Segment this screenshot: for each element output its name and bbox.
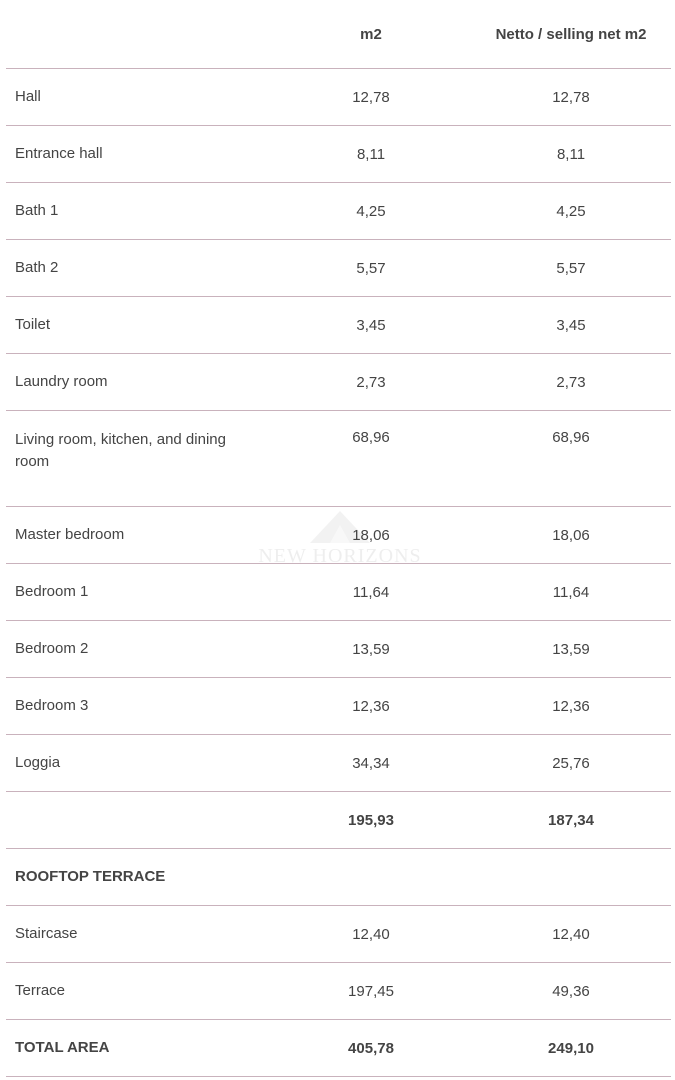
- room-m2: 13,59: [271, 621, 471, 678]
- room-m2: 5,57: [271, 240, 471, 297]
- room-name: Entrance hall: [6, 126, 271, 183]
- room-name: Toilet: [6, 297, 271, 354]
- subtotal-net-m2: 187,34: [471, 792, 671, 849]
- section-net-m2: [471, 849, 671, 906]
- subtotal-row: [6, 792, 671, 849]
- room-name: Bedroom 1: [6, 564, 271, 621]
- watermark-text: NEW HORIZONS: [258, 545, 422, 567]
- table-row: [6, 297, 671, 354]
- room-m2: 18,06: [271, 507, 471, 564]
- room-name: Bath 2: [6, 240, 271, 297]
- room-m2: 2,73: [271, 354, 471, 411]
- room-name: Bedroom 2: [6, 621, 271, 678]
- subtotal-label: [6, 792, 271, 849]
- table-row: [6, 126, 671, 183]
- table-row: [6, 906, 671, 963]
- room-name: Laundry room: [6, 354, 271, 411]
- room-m2: 197,45: [271, 963, 471, 1020]
- table-row: [6, 183, 671, 240]
- room-m2: 11,64: [271, 564, 471, 621]
- table-row: [6, 411, 671, 507]
- section-m2: [271, 849, 471, 906]
- total-net-m2: 249,10: [471, 1020, 671, 1077]
- room-m2: 12,36: [271, 678, 471, 735]
- total-label: TOTAL AREA: [6, 1020, 271, 1077]
- header-m2: m2: [271, 0, 471, 69]
- room-name: Bath 1: [6, 183, 271, 240]
- room-net-m2: 4,25: [471, 183, 671, 240]
- area-table: [6, 0, 671, 1077]
- room-net-m2: 49,36: [471, 963, 671, 1020]
- room-m2: 8,11: [271, 126, 471, 183]
- room-name: Bedroom 3: [6, 678, 271, 735]
- room-net-m2: 2,73: [471, 354, 671, 411]
- total-m2: 405,78: [271, 1020, 471, 1077]
- room-net-m2: 12,36: [471, 678, 671, 735]
- header-net-m2: Netto / selling net m2: [471, 0, 671, 69]
- room-net-m2: 3,45: [471, 297, 671, 354]
- room-net-m2: 5,57: [471, 240, 671, 297]
- room-net-m2: 13,59: [471, 621, 671, 678]
- table-row: [6, 240, 671, 297]
- room-m2: 68,96: [271, 411, 471, 507]
- room-name: Living room, kitchen, and dining room: [6, 411, 271, 507]
- table-row: [6, 354, 671, 411]
- room-net-m2: 12,78: [471, 69, 671, 126]
- room-m2: 3,45: [271, 297, 471, 354]
- subtotal-m2: 195,93: [271, 792, 471, 849]
- room-net-m2: 12,40: [471, 906, 671, 963]
- room-name: Hall: [6, 69, 271, 126]
- room-m2: 34,34: [271, 735, 471, 792]
- section-row: [6, 849, 671, 906]
- room-m2: 12,78: [271, 69, 471, 126]
- table-row: [6, 564, 671, 621]
- table-row: [6, 69, 671, 126]
- room-m2: 4,25: [271, 183, 471, 240]
- room-name: Master bedroom: [6, 507, 271, 564]
- total-row: [6, 1020, 671, 1077]
- room-name: Loggia: [6, 735, 271, 792]
- room-net-m2: 11,64: [471, 564, 671, 621]
- table-row: [6, 678, 671, 735]
- room-name: Staircase: [6, 906, 271, 963]
- room-net-m2: 25,76: [471, 735, 671, 792]
- room-net-m2: 68,96: [471, 411, 671, 507]
- section-title: ROOFTOP TERRACE: [6, 849, 271, 906]
- table-row: [6, 507, 671, 564]
- table-row: [6, 963, 671, 1020]
- table-row: [6, 621, 671, 678]
- room-net-m2: 18,06: [471, 507, 671, 564]
- header-room: [6, 0, 271, 69]
- room-m2: 12,40: [271, 906, 471, 963]
- room-name: Terrace: [6, 963, 271, 1020]
- header-row: [6, 0, 671, 69]
- table-row: [6, 735, 671, 792]
- room-net-m2: 8,11: [471, 126, 671, 183]
